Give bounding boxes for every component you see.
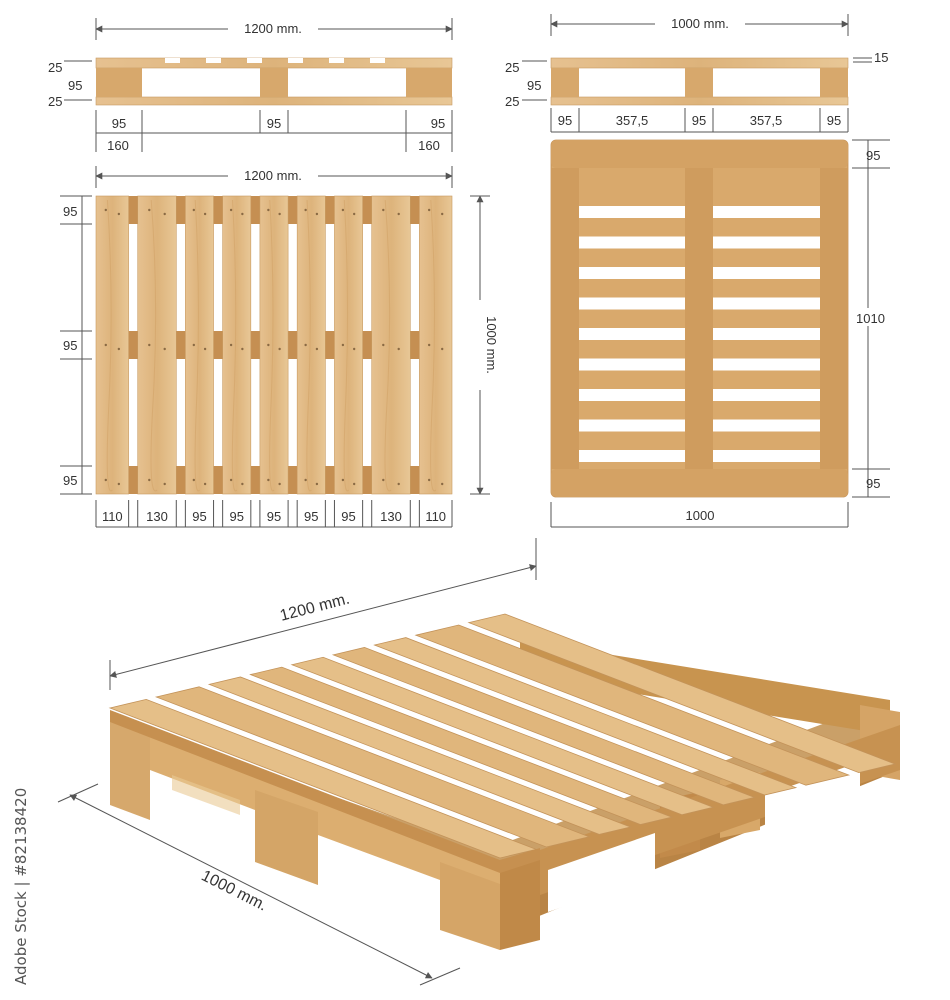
nail-head [316, 348, 318, 350]
side-long-bottom-label: 160 [107, 138, 129, 153]
top-view-right-label: 1000 mm. [484, 316, 499, 374]
board-gap [579, 267, 685, 279]
top-view-bottom-label: 95 [304, 509, 319, 524]
nail-head [118, 348, 120, 350]
side-short-bottom-label: 357,5 [749, 113, 783, 128]
top-view-bottom-label: 95 [229, 509, 244, 524]
nail-head [353, 348, 355, 350]
top-view-left-label: 95 [63, 204, 78, 219]
top-view-bottom-label: 95 [341, 509, 356, 524]
nail-head [382, 344, 384, 346]
nail-head [353, 483, 355, 485]
nail-head [428, 479, 430, 481]
side-long-bottom-label: 160 [418, 138, 440, 153]
board-gap [579, 450, 685, 462]
side-long-left-label: 25 [48, 94, 63, 109]
nail-head [241, 213, 243, 215]
side-long-left-label: 95 [68, 78, 83, 93]
nail-head [241, 348, 243, 350]
nail-head [353, 213, 355, 215]
side-short-bottom-label: 357,5 [615, 113, 649, 128]
nail-head [148, 344, 150, 346]
isometric-view [58, 538, 900, 985]
nail-head [164, 348, 166, 350]
top-view-bottom-label: 110 [101, 509, 123, 524]
board-gap [713, 420, 820, 432]
top-view-left-label: 95 [63, 338, 78, 353]
deck-board [297, 196, 325, 494]
side-long-bottom-label: 95 [266, 116, 282, 131]
board-gap [579, 298, 685, 310]
side-short-bottom-label: 95 [557, 113, 573, 128]
iso-length-label: 1200 mm. [278, 590, 352, 625]
side-long-left-label: 25 [48, 60, 63, 75]
side-short-bottom-label: 95 [691, 113, 707, 128]
nail-head [148, 479, 150, 481]
nail-head [118, 213, 120, 215]
deck-board [223, 196, 251, 494]
board-gap [713, 450, 820, 462]
nail-head [398, 213, 400, 215]
bottom-view-bottom-label: 1000 [685, 508, 715, 523]
side-short-top-label: 1000 mm. [671, 16, 729, 31]
nail-head [148, 209, 150, 211]
nail-head [278, 213, 280, 215]
side-short-bottom-label: 95 [826, 113, 842, 128]
deck-board [185, 196, 213, 494]
deck-board [419, 196, 452, 494]
top-view-top-label: 1200 mm. [244, 168, 302, 183]
nail-head [398, 483, 400, 485]
board-gap [713, 267, 820, 279]
board-gap [713, 328, 820, 340]
nail-head [398, 348, 400, 350]
top-view-left-label: 95 [63, 473, 78, 488]
side-long-bottom-label: 95 [430, 116, 446, 131]
side-view-long [48, 18, 452, 153]
nail-head [164, 483, 166, 485]
deck-board [138, 196, 177, 494]
side-short-left-label: 95 [527, 78, 542, 93]
nail-head [204, 213, 206, 215]
bottom-view-right-label: 95 [866, 476, 881, 491]
nail-head [164, 213, 166, 215]
nail-head [316, 213, 318, 215]
nail-head [204, 483, 206, 485]
nail-head [230, 344, 232, 346]
watermark-text: Adobe Stock | #82138420 [12, 787, 30, 985]
nail-head [118, 483, 120, 485]
nail-head [304, 209, 306, 211]
nail-head [267, 479, 269, 481]
deck-board [260, 196, 288, 494]
nail-head [105, 209, 107, 211]
top-view-bottom-label: 95 [266, 509, 282, 524]
nail-head [278, 483, 280, 485]
deck-board [372, 196, 411, 494]
deck-board [334, 196, 362, 494]
side-short-left-label: 25 [505, 94, 520, 109]
top-view-bottom-label: 95 [192, 509, 207, 524]
iso-width-label: 1000 mm. [198, 867, 270, 915]
nail-head [230, 479, 232, 481]
nail-head [428, 344, 430, 346]
nail-head [382, 479, 384, 481]
nail-head [204, 348, 206, 350]
nail-head [441, 483, 443, 485]
nail-head [428, 209, 430, 211]
side-short-left-label: 25 [505, 60, 520, 75]
board-gap [579, 420, 685, 432]
nail-head [304, 479, 306, 481]
nail-head [278, 348, 280, 350]
side-view-short [505, 14, 888, 132]
side-short-right-label: 15 [874, 50, 889, 65]
nail-head [193, 209, 195, 211]
nail-head [316, 483, 318, 485]
board-gap [579, 328, 685, 340]
watermark [12, 788, 30, 985]
board-gap [713, 206, 820, 218]
board-gap [579, 237, 685, 249]
nail-head [441, 213, 443, 215]
nail-head [342, 344, 344, 346]
board-gap [713, 237, 820, 249]
nail-head [241, 483, 243, 485]
nail-head [267, 344, 269, 346]
nail-head [441, 348, 443, 350]
nail-head [304, 344, 306, 346]
side-long-bottom-label: 95 [111, 116, 127, 131]
board-gap [579, 389, 685, 401]
nail-head [105, 479, 107, 481]
board-gap [579, 359, 685, 371]
side-long-top-label: 1200 mm. [244, 21, 302, 36]
board-gap [713, 389, 820, 401]
board-gap [579, 206, 685, 218]
top-view-bottom-label: 130 [146, 509, 168, 524]
nail-head [267, 209, 269, 211]
nail-head [105, 344, 107, 346]
bottom-view [551, 140, 890, 527]
nail-head [342, 209, 344, 211]
nail-head [342, 479, 344, 481]
bottom-view-right-label: 1010 [856, 311, 885, 326]
board-gap [713, 298, 820, 310]
nail-head [193, 344, 195, 346]
nail-head [382, 209, 384, 211]
bottom-view-right-label: 95 [866, 148, 881, 163]
deck-board [96, 196, 129, 494]
nail-head [193, 479, 195, 481]
nail-head [230, 209, 232, 211]
top-view-bottom-label: 110 [425, 509, 447, 524]
board-gap [713, 359, 820, 371]
top-view [60, 166, 499, 527]
top-view-bottom-label: 130 [380, 509, 402, 524]
